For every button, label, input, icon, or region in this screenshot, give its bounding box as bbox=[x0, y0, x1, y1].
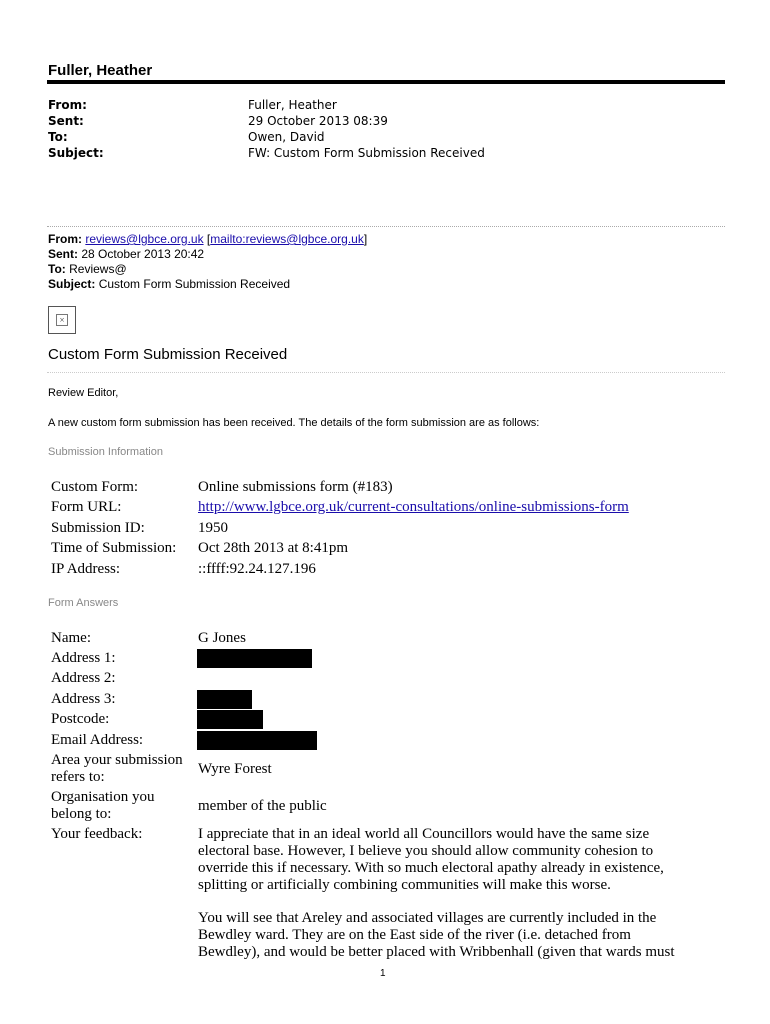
feedback-p1-line1: I appreciate that in an ideal world all Councillors would have the same size bbox=[198, 826, 650, 842]
fwd-mailto-link[interactable]: mailto:reviews@lgbce.org.uk bbox=[210, 232, 364, 246]
answers-section-label: Form Answers bbox=[48, 597, 119, 609]
fwd-sent-label: Sent: bbox=[48, 247, 78, 261]
form-url-label: Form URL: bbox=[51, 499, 122, 515]
fwd-to-value: Reviews@ bbox=[69, 262, 127, 276]
org-value: member of the public bbox=[198, 798, 327, 814]
name-value: G Jones bbox=[198, 630, 246, 646]
feedback-p2-line2: Bewdley ward. They are on the East side of the river (i.e. detached from bbox=[198, 927, 631, 943]
address1-redaction bbox=[197, 649, 312, 668]
ip-value: ::ffff:92.24.127.196 bbox=[198, 561, 316, 577]
form-title: Custom Form Submission Received bbox=[48, 346, 288, 363]
custom-form-value: Online submissions form (#183) bbox=[198, 479, 393, 495]
submission-section-label: Submission Information bbox=[48, 446, 163, 458]
fwd-to-line bbox=[48, 262, 127, 276]
subject-value: FW: Custom Form Submission Received bbox=[248, 146, 485, 160]
sent-value: 29 October 2013 08:39 bbox=[248, 114, 388, 128]
address3-redaction bbox=[197, 690, 252, 709]
separator bbox=[47, 226, 725, 227]
from-value: Fuller, Heather bbox=[248, 98, 337, 112]
header-rule bbox=[47, 80, 725, 84]
sent-label: Sent: bbox=[48, 114, 84, 128]
fwd-to-label: To: bbox=[48, 262, 66, 276]
address2-label: Address 2: bbox=[51, 670, 116, 686]
fwd-sent-line bbox=[48, 247, 204, 261]
area-label-line2: refers to: bbox=[51, 769, 105, 785]
time-value: Oct 28th 2013 at 8:41pm bbox=[198, 540, 348, 556]
intro-text: A new custom form submission has been received. The details of the form submission are as follows: bbox=[48, 417, 540, 429]
from-label: From: bbox=[48, 98, 87, 112]
time-label: Time of Submission: bbox=[51, 540, 177, 556]
fwd-subject-label: Subject: bbox=[48, 277, 96, 291]
custom-form-label: Custom Form: bbox=[51, 479, 139, 495]
submission-id-label: Submission ID: bbox=[51, 520, 145, 536]
feedback-label: Your feedback: bbox=[51, 826, 143, 842]
title-separator bbox=[47, 372, 725, 373]
broken-image-icon bbox=[48, 306, 76, 334]
area-value: Wyre Forest bbox=[198, 761, 272, 777]
salutation: Review Editor, bbox=[48, 387, 119, 399]
submission-id-value: 1950 bbox=[198, 520, 228, 536]
ip-label: IP Address: bbox=[51, 561, 121, 577]
feedback-p1-line4: splitting or artificially combining communities will make this worse. bbox=[198, 877, 611, 893]
to-label: To: bbox=[48, 130, 68, 144]
feedback-p1-line2: electoral base. However, I believe you should allow community cohesion to bbox=[198, 843, 654, 859]
fwd-from-label: From: bbox=[48, 232, 82, 246]
area-label-line1: Area your submission bbox=[51, 752, 183, 768]
form-url-link[interactable]: http://www.lgbce.org.uk/current-consultations/online-submissions-form bbox=[198, 499, 629, 515]
fwd-subject-value: Custom Form Submission Received bbox=[98, 277, 291, 291]
postcode-redaction bbox=[197, 710, 263, 729]
sender-name: Fuller, Heather bbox=[48, 62, 153, 79]
address1-label: Address 1: bbox=[51, 650, 116, 666]
address3-label: Address 3: bbox=[51, 691, 116, 707]
to-value: Owen, David bbox=[248, 130, 325, 144]
fwd-from-line: From: reviews@lgbce.org.uk [mailto:reviews@lgbce.org.uk] bbox=[48, 232, 368, 246]
email-label: Email Address: bbox=[51, 732, 144, 748]
broken-image-glyph: × bbox=[56, 314, 68, 326]
page-number: 1 bbox=[380, 968, 386, 979]
org-label-line1: Organisation you bbox=[51, 789, 155, 805]
org-label-line2: belong to: bbox=[51, 806, 112, 822]
feedback-p1-line3: override this if necessary. With so much electoral apathy already in existence, bbox=[198, 860, 664, 876]
name-label: Name: bbox=[51, 630, 91, 646]
subject-label: Subject: bbox=[48, 146, 104, 160]
fwd-subject-line bbox=[48, 277, 290, 291]
fwd-sent-value: 28 October 2013 20:42 bbox=[81, 247, 205, 261]
feedback-p2-line1: You will see that Areley and associated villages are currently included in the bbox=[198, 910, 657, 926]
postcode-label: Postcode: bbox=[51, 711, 110, 727]
email-redaction bbox=[197, 731, 317, 750]
fwd-from-email-link[interactable]: reviews@lgbce.org.uk bbox=[85, 232, 204, 246]
feedback-p2-line3: Bewdley), and would be better placed with Wribbenhall (given that wards must bbox=[198, 944, 675, 960]
